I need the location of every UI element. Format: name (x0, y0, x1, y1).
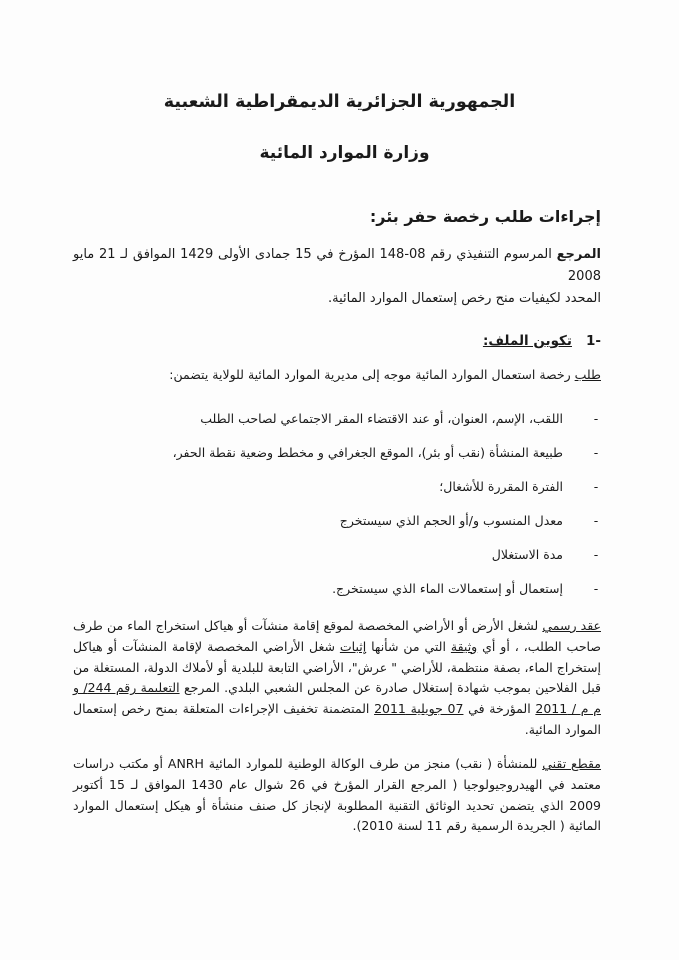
paragraph-keyword: إثبات (339, 638, 367, 654)
paragraph-lead: عقد رسمي (542, 618, 601, 633)
paragraph-lead: مقطع تقني (542, 756, 601, 771)
list-bullet: - (593, 580, 599, 596)
list-bullet: - (593, 444, 599, 460)
paragraph-text: لشغل الأرض أو الأراضي المخصصة لموقع إقامة منشآت أو هياكل استخراج الماء من طرف صاحب الطلب، ، أو أي (73, 618, 601, 654)
list-item (71, 401, 601, 435)
list-item-text: طبيعة المنشأة (نقب أو بئر)، الموقع الجغرافي و مخطط وضعية نقطة الحفر، (172, 444, 563, 460)
list-item-text: إستعمال أو إستعمالات الماء الذي سيستخرج. (332, 580, 563, 596)
paragraph-text: التي من شأنها (371, 638, 446, 654)
official-contract-paragraph (73, 616, 601, 741)
list-bullet: - (593, 512, 599, 528)
reference-line-2: المحدد لكيفيات منح رخص إستعمال الموارد المائية. (328, 291, 601, 306)
list-item (71, 537, 601, 571)
paragraph-text: شغل الأراضي المخصصة لإقامة المنشآت أو هياكل إستخراج الماء، بصفة منتظمة، للأراضي " عرش"، الأراضي التابعة للبلدية أو لأملاك الدولة، المستغلة من قبل الفلاحين بموجب شهادة إستغلال صادرة عن المجلس الشعبي البلدي. المرجع (73, 638, 601, 696)
list-item-text: اللقب، الإسم، العنوان، أو عند الاقتضاء المقر الاجتماعي لصاحب الطلب (200, 410, 563, 426)
list-item (71, 571, 601, 605)
list-bullet: - (593, 478, 599, 494)
intro-text: رخصة استعمال الموارد المائية موجه إلى مديرية الموارد المائية للولاية يتضمن: (169, 367, 571, 382)
list-item (71, 469, 601, 503)
paragraph-text: المتضمنة تخفيف الإجراءات المتعلقة بمنح رخص إستعمال الموارد المائية. (73, 701, 601, 737)
section-title (483, 333, 601, 349)
list-item-text: معدل المنسوب و/أو الحجم الذي سيستخرج (339, 512, 563, 528)
paragraph-text: المؤرخة في (468, 701, 531, 717)
technical-section-paragraph (73, 754, 601, 837)
section-intro (73, 367, 601, 382)
list-item-text: الفترة المقررة للأشغال؛ (439, 478, 563, 494)
section-number: -1 (585, 333, 601, 349)
paragraph-keyword: التعليمة رقم 244/ و م م / 2011 (73, 680, 601, 717)
list-item (71, 503, 601, 537)
list-bullet: - (593, 410, 599, 426)
requirements-list (71, 401, 601, 605)
list-bullet: - (593, 546, 599, 562)
section-title-text: تكوين الملف: (482, 333, 572, 349)
paragraph-text: للمنشأة ( نقب) منجز من طرف الوكالة الوطنية للموارد المائية ANRH أو مكتب دراسات معتمد في الهيدروجيولوجيا ( المرجع القرار المؤرخ في 26 شوال عام 1430 الموافق لـ 15 أكتوبر 2009 الذي يتضمن تحديد الوثائق التقنية المطلوبة لإنجاز كل صنف منشأة أو هيكل إستعمال الموارد المائية ( الجريدة الرسمية رقم 11 لسنة 2010). (73, 756, 601, 834)
country-header: الجمهورية الجزائرية الديمقراطية الشعبية (163, 92, 516, 112)
intro-underlined-word: طلب (574, 367, 601, 382)
list-item-text: مدة الاستغلال (491, 546, 563, 562)
ministry-header: وزارة الموارد المائية (259, 143, 430, 163)
reference-line-1: المرسوم التنفيذي رقم 08-148 المؤرخ في 15 جمادى الأولى 1429 الموافق لـ 21 مايو 2008 (73, 247, 601, 284)
paragraph-keyword: 07 جويلية 2011 (374, 701, 464, 717)
document-title: إجراءات طلب رخصة حفر بئر: (369, 207, 601, 226)
reference-block (73, 244, 601, 310)
list-item (71, 435, 601, 469)
paragraph-keyword: وثيقة (450, 638, 478, 654)
reference-label: المرجع (556, 247, 602, 262)
